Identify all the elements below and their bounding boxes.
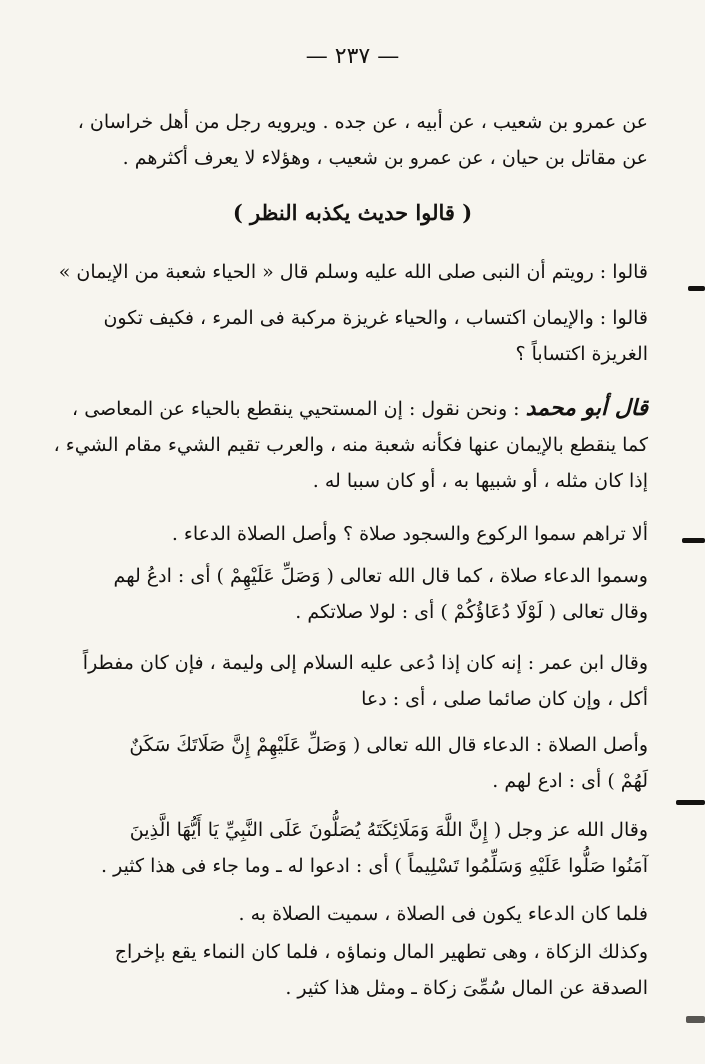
section-heading: ( قالوا حديث يكذبه النظر ) (232, 200, 473, 225)
text-line: الغريزة اكتساباً ؟ (515, 343, 648, 365)
paragraph-response (53, 390, 648, 499)
speaker-label: قال أبو محمد (525, 395, 648, 421)
paragraph-naming (118, 896, 648, 932)
paragraph-zakat (114, 934, 648, 1006)
text-line: قالوا : والإيمان اكتساب ، والحياء غريزة مركبة فى المرء ، فكيف تكون (103, 307, 648, 329)
response-start: : ونحن نقول : إن المستحيي ينقطع بالحياء عن المعاصى ، (72, 398, 520, 420)
text-line: وسموا الدعاء صلاة ، كما قال الله تعالى ( وَصَلِّ عَلَيْهِمْ ) أى : ادعُ لهم (113, 565, 648, 587)
paragraph-objection (103, 300, 648, 372)
text-line: وأصل الصلاة : الدعاء قال الله تعالى ( وَصَلِّ عَلَيْهِمْ إِنَّ صَلَاتَكَ سَكَنٌ (129, 734, 648, 756)
text-line: كما ينقطع بالإيمان عنها فكأنه شعبة منه ، والعرب تقيم الشيء مقام الشيء ، (53, 434, 648, 456)
text-line: وقال تعالى ( لَوْلَا دُعَاؤُكُمْ ) أى : لولا صلاتكم . (295, 601, 648, 623)
text-line: وقال الله عز وجل ( إِنَّ اللَّهَ وَمَلَائِكَتَهُ يُصَلُّونَ عَلَى النَّبِيِّ يَا أَيُّهَا الَّذِينَ (129, 819, 648, 841)
text-line (72, 390, 648, 427)
page-number: — ٢٣٧ — (305, 44, 400, 69)
text-line: عن مقاتل بن حيان ، عن عمرو بن شعيب ، وهؤلاء لا يعرف أكثرهم . (122, 147, 648, 169)
text-line: لَهُمْ ) أى : ادع لهم . (492, 770, 648, 792)
text-line: الصدقة عن المال سُمِّىَ زكاة ـ ومثل هذا كثير . (285, 977, 648, 999)
text-line: أكل ، وإن كان صائما صلى ، أى : دعا (361, 688, 648, 710)
text-line: إذا كان مثله ، أو شبيها به ، أو كان سببا له . (312, 470, 648, 492)
text-line: عن عمرو بن شعيب ، عن أبيه ، عن جده . ويرويه رجل من أهل خراسان ، (77, 111, 648, 133)
scan-edge-mark (682, 538, 705, 543)
paragraph-salat-dua (118, 727, 648, 799)
text-line: آمَنُوا صَلُّوا عَلَيْهِ وَسَلِّمُوا تَسْلِيماً ) أى : ادعوا له ـ وما جاء فى هذا كثير . (101, 855, 648, 877)
paragraph-quran-verse (101, 812, 648, 884)
paragraph-isnad (77, 104, 648, 176)
scan-edge-mark (676, 800, 705, 805)
text-line: قالوا : رويتم أن النبى صلى الله عليه وسلم قال « الحياء شعبة من الإيمان » (58, 261, 648, 283)
scan-edge-mark (686, 1016, 705, 1023)
text-line: وقال ابن عمر : إنه كان إذا دُعى عليه السلام إلى وليمة ، فإن كان مفطراً (82, 652, 648, 674)
text-line: فلما كان الدعاء يكون فى الصلاة ، سميت الصلاة به . (238, 903, 648, 925)
paragraph-dua-salat (113, 558, 648, 630)
scan-edge-mark (688, 286, 705, 291)
text-line: ألا تراهم سموا الركوع والسجود صلاة ؟ وأصل الصلاة الدعاء . (171, 523, 648, 545)
paragraph-hadith (58, 254, 648, 290)
paragraph-salat-origin (118, 516, 648, 552)
text-line: وكذلك الزكاة ، وهى تطهير المال ونماؤه ، فلما كان النماء يقع بإخراج (114, 941, 648, 963)
paragraph-ibn-umar (82, 645, 648, 717)
